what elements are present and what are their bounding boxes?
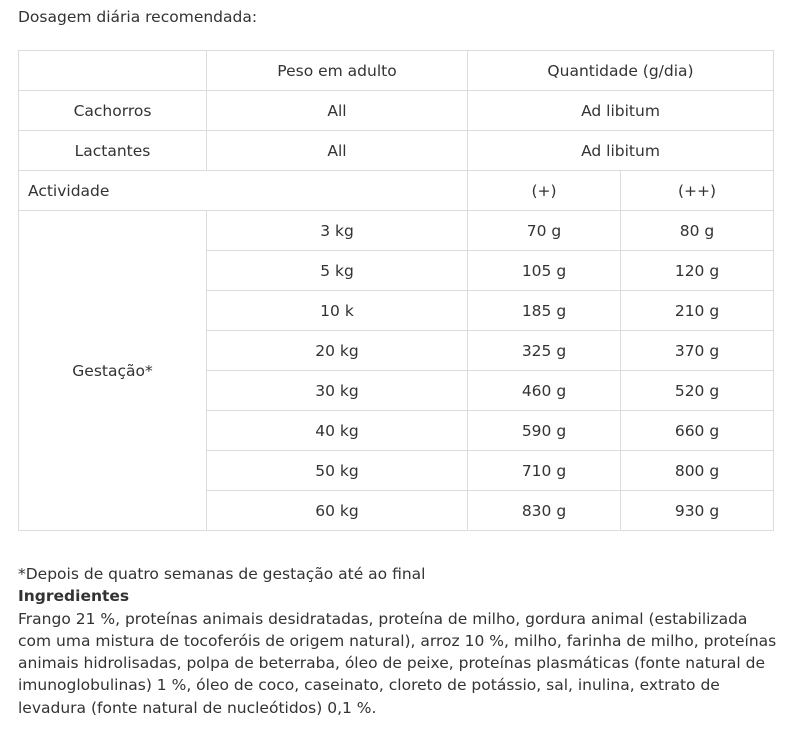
gestation-row xyxy=(19,211,774,251)
gestation-plusplus: 930 g xyxy=(621,491,774,531)
gestation-plusplus: 370 g xyxy=(621,331,774,371)
gestation-weight: 50 kg xyxy=(207,451,468,491)
table-header-row xyxy=(19,51,774,91)
table-row xyxy=(19,131,774,171)
gestation-plus: 590 g xyxy=(468,411,621,451)
gestation-footnote: *Depois de quatro semanas de gestação até ao final xyxy=(18,565,426,583)
ingredients-text: Frango 21 %, proteínas animais desidratadas, proteína de milho, gordura animal (estabilizada com uma mistura de tocoferóis de origem natural), arroz 10 %, milho, farinha de milho, proteínas animais hidrolisadas, polpa de beterraba, óleo de peixe, proteínas plasmáticas (fonte natural de imunoglobulinas) 1 %, óleo de coco, caseinato, cloreto de potássio, sal, inulina, extrato de levadura (fonte natural de nucleótidos) 0,1 %. xyxy=(18,609,777,717)
gestation-plusplus: 800 g xyxy=(621,451,774,491)
gestation-weight: 60 kg xyxy=(207,491,468,531)
dosage-table xyxy=(18,50,774,531)
row-label: Lactantes xyxy=(19,131,207,171)
gestation-weight: 30 kg xyxy=(207,371,468,411)
gestation-plusplus: 520 g xyxy=(621,371,774,411)
activity-row xyxy=(19,171,774,211)
gestation-weight: 40 kg xyxy=(207,411,468,451)
header-weight: Peso em adulto xyxy=(207,51,468,91)
gestation-plus: 710 g xyxy=(468,451,621,491)
gestation-plusplus: 120 g xyxy=(621,251,774,291)
activity-label: Actividade xyxy=(19,171,468,211)
header-quantity: Quantidade (g/dia) xyxy=(468,51,774,91)
activity-plusplus: (++) xyxy=(621,171,774,211)
gestation-weight: 3 kg xyxy=(207,211,468,251)
gestation-plusplus: 210 g xyxy=(621,291,774,331)
gestation-plus: 830 g xyxy=(468,491,621,531)
ingredients-title: Ingredientes xyxy=(18,587,130,606)
gestation-plus: 325 g xyxy=(468,331,621,371)
gestation-plus: 460 g xyxy=(468,371,621,411)
table-row xyxy=(19,91,774,131)
page-heading: Dosagem diária recomendada: xyxy=(18,8,258,26)
row-weight: All xyxy=(207,91,468,131)
gestation-weight: 10 k xyxy=(207,291,468,331)
gestation-plus: 105 g xyxy=(468,251,621,291)
header-empty-cell xyxy=(19,51,207,91)
gestation-plusplus: 660 g xyxy=(621,411,774,451)
notes-section xyxy=(18,563,783,719)
gestation-label: Gestação* xyxy=(19,211,207,531)
gestation-weight: 5 kg xyxy=(207,251,468,291)
row-weight: All xyxy=(207,131,468,171)
gestation-plus: 70 g xyxy=(468,211,621,251)
row-quantity: Ad libitum xyxy=(468,91,774,131)
gestation-plusplus: 80 g xyxy=(621,211,774,251)
row-label: Cachorros xyxy=(19,91,207,131)
activity-plus: (+) xyxy=(468,171,621,211)
gestation-plus: 185 g xyxy=(468,291,621,331)
gestation-weight: 20 kg xyxy=(207,331,468,371)
row-quantity: Ad libitum xyxy=(468,131,774,171)
